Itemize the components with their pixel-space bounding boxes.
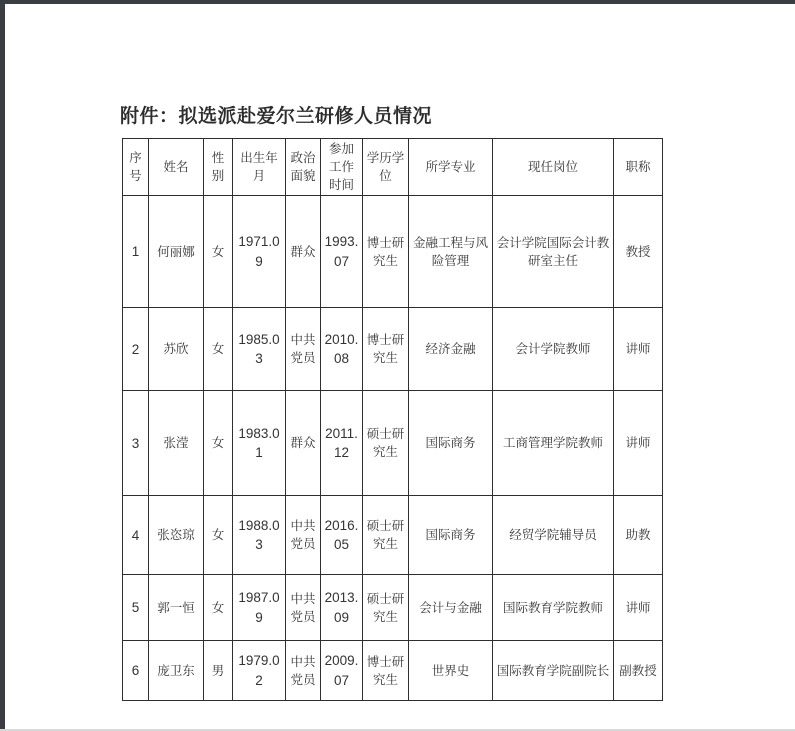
- table-cell: 1985.03: [233, 308, 286, 391]
- table-cell: 中共党员: [286, 496, 321, 575]
- table-cell: 2016.05: [321, 496, 363, 575]
- column-header: 职称: [614, 139, 663, 196]
- table-cell: 金融工程与风险管理: [409, 196, 493, 308]
- table-cell: 中共党员: [286, 575, 321, 641]
- table-cell: 2010.08: [321, 308, 363, 391]
- table-cell: 2: [123, 308, 149, 391]
- table-cell: 会计与金融: [409, 575, 493, 641]
- table-cell: 2009.07: [321, 641, 363, 701]
- table-cell: 1979.02: [233, 641, 286, 701]
- table-cell: 中共党员: [286, 308, 321, 391]
- table-cell: 1988.03: [233, 496, 286, 575]
- table-cell: 博士研究生: [363, 308, 409, 391]
- table-cell: 群众: [286, 391, 321, 496]
- column-header: 学历学位: [363, 139, 409, 196]
- table-cell: 2011.12: [321, 391, 363, 496]
- table-cell: 5: [123, 575, 149, 641]
- table-cell: 国际商务: [409, 391, 493, 496]
- table-cell: 1993.07: [321, 196, 363, 308]
- table-cell: 国际商务: [409, 496, 493, 575]
- table-cell: 女: [204, 496, 233, 575]
- table-cell: 张恣琼: [149, 496, 204, 575]
- column-header: 出生年月: [233, 139, 286, 196]
- table-cell: 2013.09: [321, 575, 363, 641]
- window-top-edge: [0, 0, 795, 4]
- table-cell: 副教授: [614, 641, 663, 701]
- table-cell: 工商管理学院教师: [493, 391, 614, 496]
- table-cell: 经贸学院辅导员: [493, 496, 614, 575]
- table-cell: 中共党员: [286, 641, 321, 701]
- table-cell: 讲师: [614, 391, 663, 496]
- table-cell: 博士研究生: [363, 196, 409, 308]
- table-cell: 会计学院教师: [493, 308, 614, 391]
- table-cell: 硕士研究生: [363, 575, 409, 641]
- column-header: 序号: [123, 139, 149, 196]
- table-cell: 何丽娜: [149, 196, 204, 308]
- table-row: [123, 391, 663, 496]
- table-cell: 国际教育学院副院长: [493, 641, 614, 701]
- table-cell: 世界史: [409, 641, 493, 701]
- table-cell: 4: [123, 496, 149, 575]
- table-cell: 女: [204, 196, 233, 308]
- personnel-table: [122, 138, 663, 701]
- table-cell: 男: [204, 641, 233, 701]
- table-cell: 博士研究生: [363, 641, 409, 701]
- table-cell: 6: [123, 641, 149, 701]
- table-cell: 张滢: [149, 391, 204, 496]
- table-cell: 1983.01: [233, 391, 286, 496]
- table-cell: 经济金融: [409, 308, 493, 391]
- table-cell: 苏欣: [149, 308, 204, 391]
- table-cell: 女: [204, 391, 233, 496]
- table-cell: 1: [123, 196, 149, 308]
- table-row: [123, 575, 663, 641]
- table-cell: 庞卫东: [149, 641, 204, 701]
- table-cell: 郭一恒: [149, 575, 204, 641]
- attachment-title: 附件：拟选派赴爱尔兰研修人员情况: [120, 106, 433, 127]
- table-cell: 会计学院国际会计教研室主任: [493, 196, 614, 308]
- table-body: [123, 196, 663, 701]
- table-row: [123, 308, 663, 391]
- table-cell: 讲师: [614, 308, 663, 391]
- table-cell: 硕士研究生: [363, 496, 409, 575]
- window-left-edge: [0, 0, 5, 731]
- table-header-row: [123, 139, 663, 196]
- column-header: 性别: [204, 139, 233, 196]
- table-cell: 教授: [614, 196, 663, 308]
- table-cell: 讲师: [614, 575, 663, 641]
- table-row: [123, 496, 663, 575]
- column-header: 所学专业: [409, 139, 493, 196]
- column-header: 姓名: [149, 139, 204, 196]
- table-cell: 女: [204, 575, 233, 641]
- table-cell: 助教: [614, 496, 663, 575]
- table-cell: 1987.09: [233, 575, 286, 641]
- table-cell: 1971.09: [233, 196, 286, 308]
- column-header: 政治面貌: [286, 139, 321, 196]
- table-row: [123, 641, 663, 701]
- table-cell: 国际教育学院教师: [493, 575, 614, 641]
- table-cell: 女: [204, 308, 233, 391]
- table-row: [123, 196, 663, 308]
- table-cell: 3: [123, 391, 149, 496]
- table-cell: 群众: [286, 196, 321, 308]
- column-header: 参加工作时间: [321, 139, 363, 196]
- table-cell: 硕士研究生: [363, 391, 409, 496]
- column-header: 现任岗位: [493, 139, 614, 196]
